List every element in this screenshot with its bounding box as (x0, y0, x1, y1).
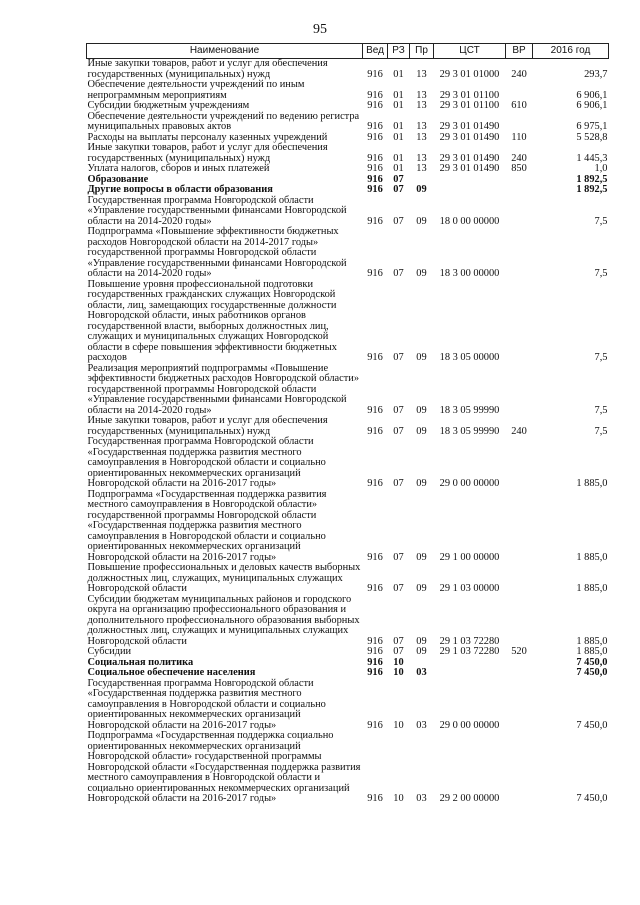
row-rz: 07 (393, 268, 404, 279)
row-ved: 916 (367, 719, 383, 731)
row-name: Государственная программа Новгородской области «Управление государственными финансами Новгородской области на 2014-2020 годы» (87, 194, 347, 227)
table-row (87, 143, 609, 164)
row-pr: 09 (416, 635, 427, 647)
row-name: Повышение профессиональных и деловых качеств выборных должностных лиц, служащих, муниципальных служащих Новгородской области (87, 562, 361, 594)
row-cst (434, 185, 506, 196)
table-row (87, 280, 609, 364)
row-pr: 03 (416, 667, 427, 678)
row-rz: 10 (393, 719, 404, 731)
row-name: Обеспечение деятельности учреждений по иным непрограммным мероприятиям (87, 79, 305, 101)
row-rz: 07 (393, 215, 404, 227)
row-vr (506, 364, 533, 417)
row-name: Образование (87, 173, 149, 185)
row-rz: 07 (393, 184, 404, 195)
row-name: Расходы на выплаты персоналу казенных учреждений (87, 131, 328, 143)
row-ved: 916 (367, 667, 383, 678)
row-pr: 09 (416, 646, 427, 657)
row-rz: 07 (393, 352, 404, 363)
row-ved: 916 (367, 152, 383, 164)
row-name: Реализация мероприятий подпрограммы «Повышение эффективности бюджетных расходов Новгородской области» государственной программы Новгородской области «Управление государственными финансами Новгородской области на 2014-2020 годы» (87, 362, 360, 416)
row-rz: 01 (393, 121, 404, 132)
row-ved: 916 (367, 121, 383, 132)
table-row (87, 679, 609, 732)
row-ved: 916 (367, 173, 383, 185)
row-vr: 240 (511, 68, 527, 80)
row-amount: 7,5 (594, 352, 608, 363)
row-rz: 07 (393, 646, 404, 657)
row-amount: 7 450,0 (576, 793, 608, 804)
table-row (87, 595, 609, 648)
row-cst: 18 3 05 00000 (439, 352, 500, 363)
row-vr: 240 (511, 152, 527, 164)
row-ved: 916 (367, 656, 383, 668)
row-name: Субсидии бюджетным учреждениям (87, 100, 250, 111)
row-pr: 13 (416, 121, 427, 132)
row-vr (506, 175, 533, 186)
row-amount: 6 906,1 (576, 100, 608, 111)
row-name: Иные закупки товаров, работ и услуг для обеспечения государственных (муниципальных) нужд (87, 58, 328, 80)
row-ved: 916 (367, 163, 383, 174)
table-row (87, 101, 609, 112)
row-amount: 7,5 (594, 404, 608, 416)
header-year: 2016 год (533, 44, 609, 59)
row-cst: 18 3 05 99990 (439, 425, 500, 437)
row-amount: 1 892,5 (576, 184, 608, 195)
page-number: 95 (313, 22, 327, 37)
row-cst: 29 3 01 01100 (439, 89, 500, 101)
row-vr (506, 437, 533, 490)
row-name: Иные закупки товаров, работ и услуг для обеспечения государственных (муниципальных) нужд (87, 142, 328, 164)
header-vr: ВР (506, 44, 533, 59)
table-row (87, 647, 609, 658)
row-vr (506, 679, 533, 732)
table-row (87, 80, 609, 101)
row-vr (506, 196, 533, 228)
table-row (87, 490, 609, 564)
row-pr: 09 (416, 404, 427, 416)
row-vr (506, 490, 533, 564)
row-rz: 10 (393, 656, 404, 668)
row-pr: 13 (416, 100, 427, 111)
row-rz: 01 (393, 100, 404, 111)
row-name: Иные закупки товаров, работ и услуг для обеспечения государственных (муниципальных) нужд (87, 415, 328, 437)
row-name: Подпрограмма «Государственная поддержка социально ориентированных некоммерческих организаций Новгородской области» государственной программы Новгородской области «Государственная поддержка развития местного самоуправления в Новгородской области и социально ориентированных некоммерческих организаций Новгородской области на 2016-2017 годы» (87, 730, 361, 804)
row-vr (506, 280, 533, 364)
row-vr (506, 185, 533, 196)
row-amount: 1 445,3 (576, 152, 608, 164)
row-name: Уплата налогов, сборов и иных платежей (87, 163, 270, 174)
row-amount: 1 885,0 (576, 551, 608, 563)
table-row (87, 563, 609, 595)
header-rz: РЗ (388, 44, 410, 59)
row-amount: 1 885,0 (576, 635, 608, 647)
row-ved: 916 (367, 646, 383, 657)
row-cst: 29 1 03 72280 (439, 646, 500, 657)
row-amount: 1 885,0 (576, 646, 608, 657)
table-row (87, 227, 609, 280)
row-cst: 29 3 01 01490 (439, 131, 500, 143)
row-name: Другие вопросы в области образования (87, 184, 273, 195)
row-rz: 07 (393, 583, 404, 594)
row-name: Подпрограмма «Повышение эффективности бюджетных расходов Новгородской области на 2014-2017 годы» государственной программы Новгородской области «Управление государственными финансами Новгородской области на 2014-2020 годы» (87, 226, 347, 279)
row-amount: 7,5 (594, 425, 608, 437)
row-vr (506, 668, 533, 679)
row-name: Повышение уровня профессиональной подготовки государственных гражданских служащих Новгородской области, лиц, замещающих государственные должности Новгородской области, иных работников органов государственной власти, выборных должностных лиц, служащих и муниципальных служащих Новгородской области в сфере повышения эффективности бюджетных расходов (87, 278, 337, 363)
row-pr: 09 (416, 583, 427, 594)
row-pr: 09 (416, 478, 427, 489)
row-ved: 916 (367, 89, 383, 101)
row-pr: 09 (416, 184, 427, 195)
row-pr: 09 (416, 551, 427, 563)
row-amount: 5 528,8 (576, 131, 608, 143)
row-ved: 916 (367, 583, 383, 594)
row-pr: 09 (416, 215, 427, 227)
row-pr: 03 (416, 793, 427, 804)
row-cst: 29 2 00 00000 (439, 793, 500, 804)
row-ved: 916 (367, 100, 383, 111)
row-cst (434, 668, 506, 679)
row-pr: 09 (416, 425, 427, 437)
table-header-row (87, 44, 609, 59)
row-rz: 01 (393, 163, 404, 174)
table-row (87, 112, 609, 133)
row-vr (506, 563, 533, 595)
row-ved: 916 (367, 478, 383, 489)
row-ved: 916 (367, 551, 383, 563)
row-cst: 29 1 00 00000 (439, 551, 500, 563)
table-row (87, 731, 609, 805)
table-row (87, 164, 609, 175)
row-amount: 7 450,0 (576, 719, 608, 731)
row-amount: 6 975,1 (576, 121, 608, 132)
row-cst: 29 3 01 01000 (439, 68, 500, 80)
row-name: Субсидии (87, 646, 132, 657)
header-ved: Вед (363, 44, 388, 59)
row-rz: 10 (393, 793, 404, 804)
row-ved: 916 (367, 268, 383, 279)
row-name: Социальное обеспечение населения (87, 667, 256, 678)
row-name: Субсидии бюджетам муниципальных районов и городского округа на организацию профессионального образования и дополнительного профессионального образования выборных должностных лиц, служащих и муниципальных служащих Новгородской области (87, 593, 360, 647)
row-vr: 850 (511, 163, 527, 174)
row-amount: 293,7 (584, 68, 608, 80)
row-pr: 13 (416, 152, 427, 164)
row-ved: 916 (367, 425, 383, 437)
row-amount: 1 885,0 (576, 583, 608, 594)
row-ved: 916 (367, 352, 383, 363)
row-vr: 610 (511, 100, 527, 111)
row-name: Обеспечение деятельности учреждений по ведению регистра муниципальных правовых актов (87, 110, 360, 132)
row-pr: 13 (416, 163, 427, 174)
table-row (87, 196, 609, 228)
row-cst (434, 175, 506, 186)
row-rz: 01 (393, 152, 404, 164)
row-cst: 29 0 00 00000 (439, 719, 500, 731)
row-pr: 03 (416, 719, 427, 731)
row-ved: 916 (367, 68, 383, 80)
row-rz: 07 (393, 404, 404, 416)
row-name: Государственная программа Новгородской области «Государственная поддержка развития местного самоуправления в Новгородской области и социально ориентированных некоммерческих организаций Новгородской области на 2016-2017 годы» (87, 436, 326, 489)
row-vr (506, 658, 533, 669)
row-cst (434, 658, 506, 669)
row-pr: 13 (416, 68, 427, 80)
row-rz: 07 (393, 551, 404, 563)
row-cst: 29 1 03 72280 (439, 635, 500, 647)
row-cst: 29 3 01 01490 (439, 152, 500, 164)
row-cst: 29 3 01 01490 (439, 121, 500, 132)
row-name: Подпрограмма «Государственная поддержка развития местного самоуправления в Новгородской области» государственной программы Новгородской области «Государственная поддержка развития местного самоуправления в Новгородской области и социально ориентированных некоммерческих организаций Новгородской области на 2016-2017 годы» (87, 488, 327, 563)
row-vr (506, 80, 533, 101)
row-rz: 07 (393, 635, 404, 647)
row-vr: 240 (511, 425, 527, 437)
row-ved: 916 (367, 215, 383, 227)
row-vr (506, 112, 533, 133)
row-rz: 01 (393, 89, 404, 101)
row-amount: 7,5 (594, 215, 608, 227)
table-row (87, 364, 609, 417)
table-row (87, 437, 609, 490)
row-cst: 29 1 03 00000 (439, 583, 500, 594)
row-ved: 916 (367, 793, 383, 804)
row-amount: 1 892,5 (576, 173, 608, 185)
row-amount: 7 450,0 (576, 656, 608, 668)
row-vr: 110 (511, 131, 527, 143)
row-ved: 916 (367, 404, 383, 416)
row-name: Социальная политика (87, 656, 194, 668)
row-amount: 1,0 (594, 163, 608, 174)
row-pr: 13 (416, 89, 427, 101)
row-vr (506, 731, 533, 805)
row-amount: 7 450,0 (576, 667, 608, 678)
row-amount: 1 885,0 (576, 478, 608, 489)
row-name: Государственная программа Новгородской области «Государственная поддержка развития местного самоуправления в Новгородской области и социально ориентированных некоммерческих организаций Новгородской области на 2016-2017 годы» (87, 677, 326, 731)
row-rz: 07 (393, 478, 404, 489)
row-vr: 520 (511, 646, 527, 657)
header-pr: Пр (410, 44, 434, 59)
row-cst: 18 3 00 00000 (439, 268, 500, 279)
row-vr (506, 595, 533, 648)
table-row (87, 59, 609, 81)
row-ved: 916 (367, 635, 383, 647)
row-cst: 29 3 01 01100 (439, 100, 500, 111)
row-rz: 01 (393, 131, 404, 143)
row-cst: 29 0 00 00000 (439, 478, 500, 489)
table-row (87, 416, 609, 437)
header-cst: ЦСТ (434, 44, 506, 59)
header-name: Наименование (87, 44, 363, 59)
row-vr (506, 227, 533, 280)
row-amount: 6 906,1 (576, 89, 608, 101)
row-cst: 29 3 01 01490 (439, 163, 500, 174)
row-rz: 07 (393, 173, 404, 185)
budget-table (86, 43, 609, 805)
row-rz: 01 (393, 68, 404, 80)
row-ved: 916 (367, 184, 383, 195)
row-cst: 18 0 00 00000 (439, 215, 500, 227)
row-rz: 07 (393, 425, 404, 437)
row-rz: 10 (393, 667, 404, 678)
row-ved: 916 (367, 131, 383, 143)
row-pr: 09 (416, 268, 427, 279)
table-row (87, 185, 609, 196)
row-pr: 13 (416, 131, 427, 143)
row-cst: 18 3 05 99990 (439, 404, 500, 416)
row-amount: 7,5 (594, 268, 608, 279)
table-row (87, 668, 609, 679)
row-pr: 09 (416, 352, 427, 363)
